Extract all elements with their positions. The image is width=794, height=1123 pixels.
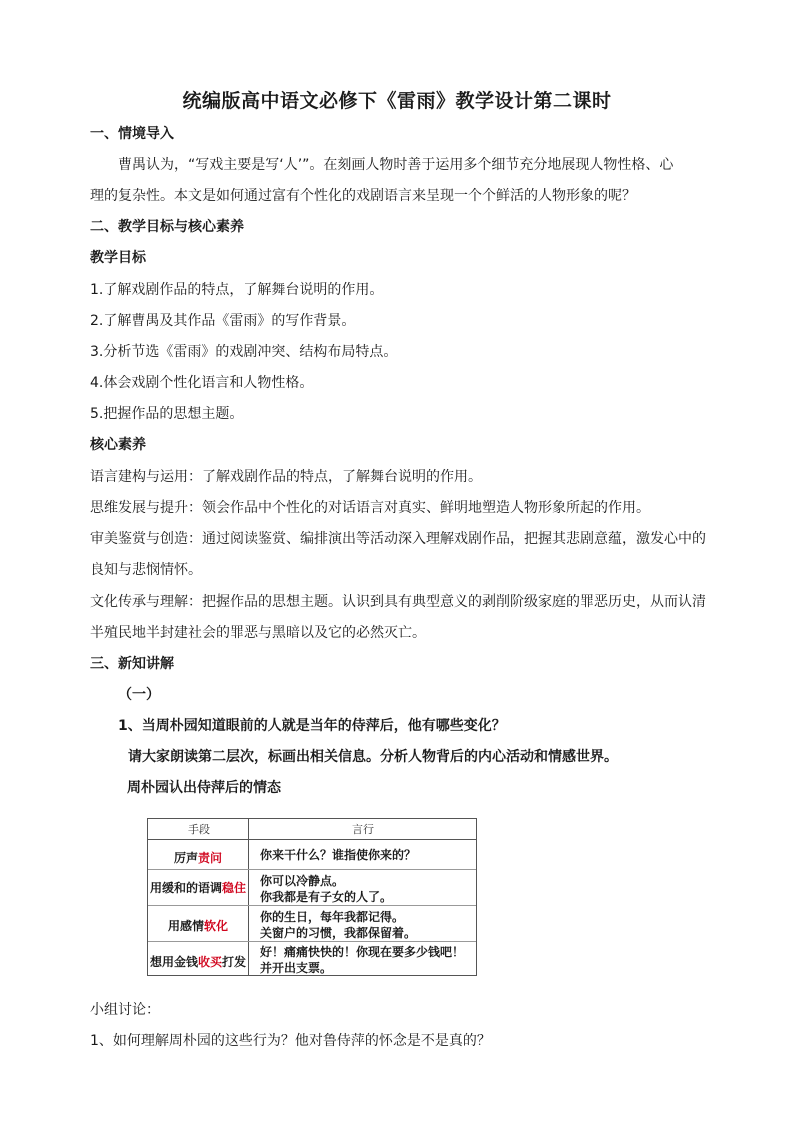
table-row	[148, 869, 476, 906]
table-row	[148, 841, 476, 869]
core-item: 思维发展与提升：领会作品中个性化的对话语言对真实、鲜明地塑造人物形象所起的作用。	[90, 500, 650, 516]
table-header	[148, 819, 476, 840]
paragraph-line: 曹禺认为，“写戏主要是写‘人’”。在刻画人物时善于运用多个细节充分地展现人物性格、心	[118, 157, 674, 173]
core-item: 文化传承与理解：把握作品的思想主题。认识到具有典型意义的剥削阶级家庭的罪恶历史，从而认清	[90, 594, 706, 610]
goal-item: 1.了解戏剧作品的特点，了解舞台说明的作用。	[90, 282, 384, 298]
words-cell: 你来干什么？谁指使你来的？	[260, 848, 417, 862]
section-heading-intro: 一、情境导入	[90, 126, 174, 142]
goal-item: 4.体会戏剧个性化语言和人物性格。	[90, 375, 314, 391]
part-label: （一）	[118, 687, 160, 703]
method-cell: 用缓和的语调稳住	[149, 881, 247, 895]
table-header-words: 言行	[352, 823, 374, 836]
words-cell: 你可以冷静点。 你我都是有子女的人了。	[260, 874, 393, 904]
method-cell: 厉声责问	[173, 851, 223, 865]
table-caption: 周朴园认出侍萍后的情态	[127, 780, 281, 796]
core-item: 半殖民地半封建社会的罪恶与黑暗以及它的必然灭亡。	[90, 625, 426, 641]
table-row	[148, 941, 476, 976]
section-heading-goals: 二、教学目标与核心素养	[90, 219, 244, 235]
words-cell: 你的生日，每年我都记得。 关窗户的习惯，我都保留着。	[260, 910, 417, 940]
table-row	[148, 905, 476, 942]
discussion-question: 1、如何理解周朴园的这些行为？他对鲁侍萍的怀念是不是真的？	[90, 1033, 491, 1049]
discussion-label: 小组讨论：	[90, 1002, 160, 1018]
method-cell: 想用金钱收买打发	[149, 955, 247, 969]
page-title: 统编版高中语文必修下《雷雨》教学设计第二课时	[182, 90, 612, 112]
question-1: 1、当周朴园知道眼前的人就是当年的侍萍后，他有哪些变化？	[118, 718, 506, 734]
method-cell: 用感情软化	[167, 919, 229, 933]
table-header-method: 手段	[188, 823, 210, 836]
core-item: 良知与悲悯情怀。	[90, 562, 202, 578]
subheading-goals: 教学目标	[90, 250, 146, 266]
goal-item: 5.把握作品的思想主题。	[90, 406, 244, 422]
core-item: 审美鉴赏与创造：通过阅读鉴赏、编排演出等活动深入理解戏剧作品，把握其悲剧意蕴，激发心中的	[90, 531, 706, 547]
subheading-core: 核心素养	[90, 437, 146, 453]
words-cell: 好！痛痛快快的！你现在要多少钱吧！ 并开出支票。	[260, 945, 465, 975]
section-heading-new: 三、新知讲解	[90, 656, 174, 672]
goal-item: 3.分析节选《雷雨》的戏剧冲突、结构布局特点。	[90, 344, 398, 360]
goal-item: 2.了解曹禺及其作品《雷雨》的写作背景。	[90, 313, 356, 329]
behavior-table	[147, 818, 477, 976]
paragraph-line: 理的复杂性。本文是如何通过富有个性化的戏剧语言来呈现一个个鲜活的人物形象的呢？	[90, 188, 636, 204]
core-item: 语言建构与运用：了解戏剧作品的特点，了解舞台说明的作用。	[90, 469, 482, 485]
instruction: 请大家朗读第二层次，标画出相关信息。分析人物背后的内心活动和情感世界。	[128, 749, 618, 765]
